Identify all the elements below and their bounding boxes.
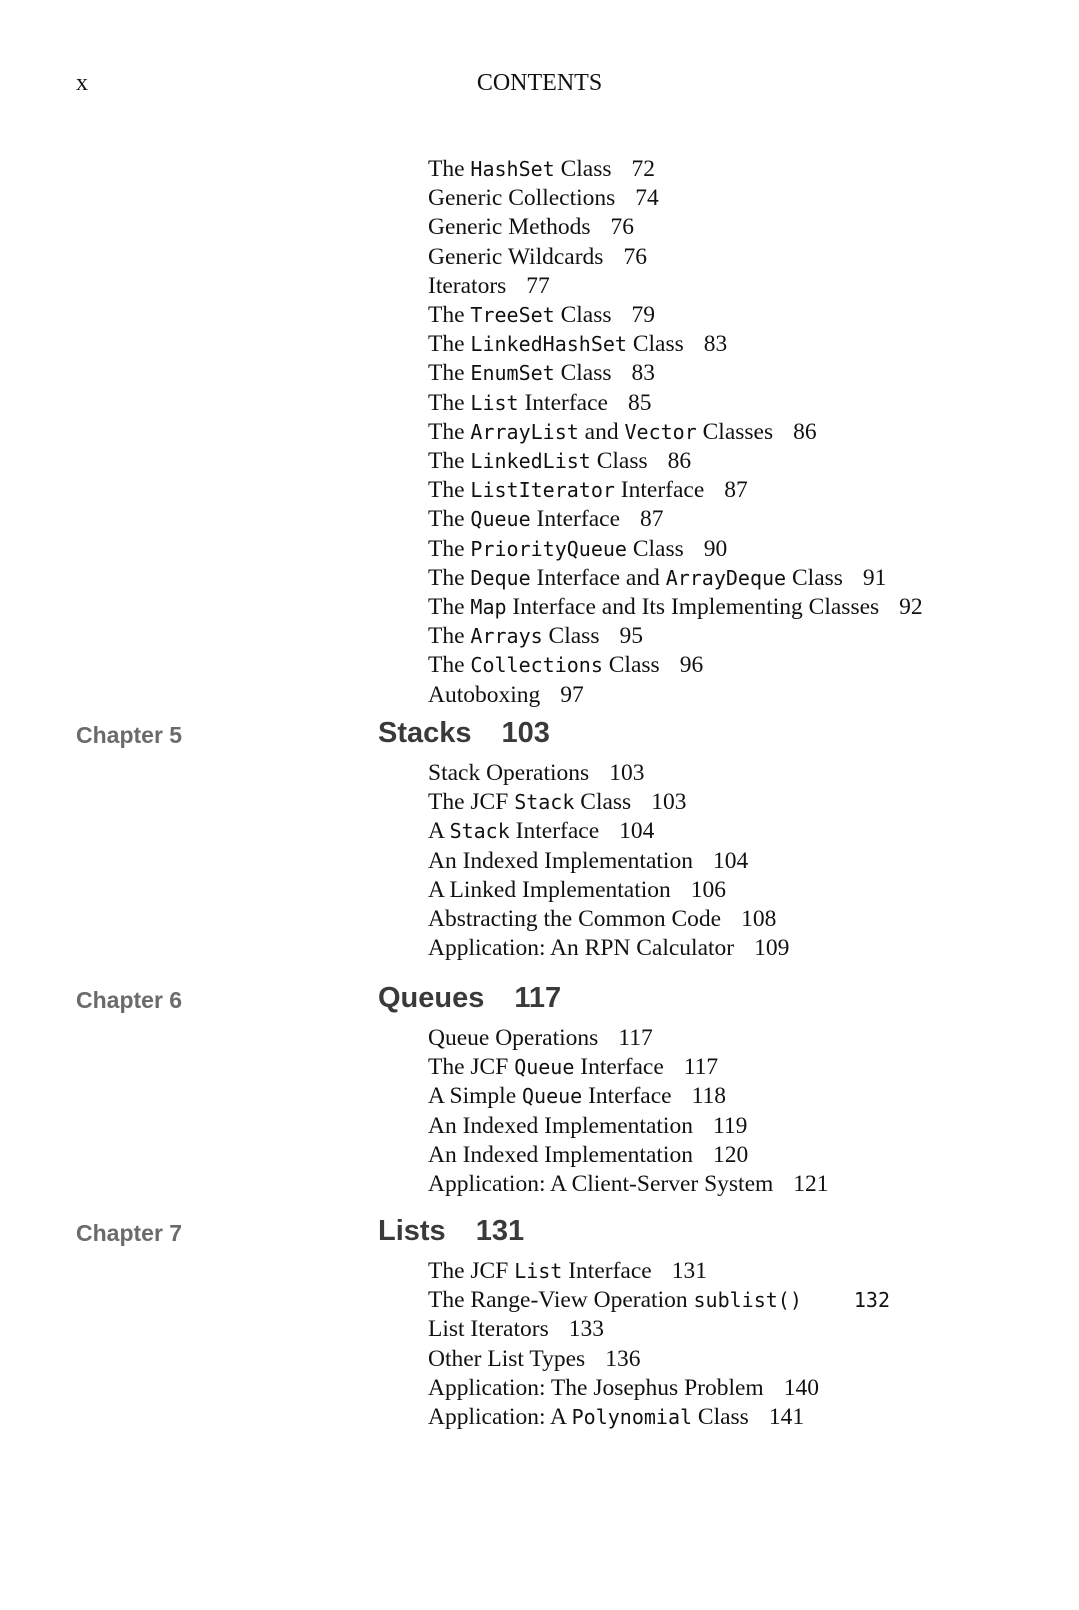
- entry-page-number: 136: [605, 1345, 641, 1372]
- toc-entry: [428, 1315, 890, 1344]
- entry-code-text: ArrayDeque: [665, 565, 787, 590]
- running-head-wrap: [0, 70, 1079, 97]
- entry-text: Generic Methods: [428, 214, 591, 241]
- entry-text: The JCF: [428, 1258, 515, 1284]
- entry-text: A: [428, 818, 450, 845]
- entry-text: Application: The Josephus Problem: [428, 1374, 764, 1401]
- entry-text: Interface and: [530, 564, 666, 591]
- entry-text: The: [428, 302, 471, 329]
- toc-entry: [428, 1374, 890, 1403]
- entry-text: A Simple: [428, 1083, 523, 1110]
- entry-page-number: 83: [631, 360, 656, 387]
- toc-entry: [428, 213, 923, 242]
- entry-code-text: LinkedHashSet: [470, 332, 627, 357]
- entry-text: Interface: [574, 1054, 664, 1081]
- entry-page-number: 117: [683, 1054, 719, 1081]
- entry-code-text: Map: [470, 595, 507, 620]
- toc-entry: [428, 876, 789, 905]
- toc-entry: [428, 535, 923, 564]
- entry-text: An Indexed Implementation: [428, 1112, 693, 1139]
- chapter-title: Queues: [378, 982, 485, 1014]
- entry-code-text: EnumSet: [470, 361, 555, 386]
- entry-page-number: 76: [610, 214, 634, 241]
- entry-text: The: [428, 448, 471, 475]
- toc-entry: [428, 593, 923, 622]
- toc-entry: [428, 1257, 890, 1286]
- entry-text: Generic Wildcards: [428, 243, 604, 270]
- toc-entry: [428, 1053, 829, 1082]
- chapter-heading: [378, 982, 561, 1015]
- entry-page-number: 103: [609, 760, 645, 786]
- entry-page-number: 85: [627, 389, 652, 416]
- entry-text: The: [428, 535, 471, 562]
- toc-entry: [428, 934, 789, 963]
- toc-entry: [428, 1112, 829, 1141]
- entry-text: The: [428, 564, 471, 591]
- entry-text: Class: [786, 564, 843, 591]
- entry-code-text: Queue: [514, 1055, 575, 1080]
- entry-text: The: [428, 594, 471, 621]
- entry-text: Class: [626, 535, 684, 562]
- entry-text: Interface: [562, 1258, 652, 1284]
- page-header: [0, 70, 1079, 104]
- entry-page-number: 103: [651, 789, 687, 816]
- entry-page-number: 104: [619, 818, 655, 845]
- toc-entry: [428, 759, 789, 788]
- toc-entry: [428, 817, 789, 846]
- entry-text: and: [578, 418, 625, 445]
- entry-text: Class: [626, 331, 684, 358]
- entry-page-number: 118: [691, 1083, 726, 1110]
- entry-text: The: [428, 331, 471, 358]
- entry-text: The: [428, 389, 471, 416]
- entry-code-text: Stack: [514, 790, 575, 815]
- toc-entry: [428, 301, 923, 330]
- entry-list: [428, 1257, 890, 1432]
- entry-code-text: List: [470, 390, 519, 415]
- entry-text: Stack Operations: [428, 760, 590, 786]
- entry-page-number: 92: [899, 594, 923, 621]
- entry-text: The: [428, 652, 471, 679]
- entry-text: Application: An RPN Calculator: [428, 935, 735, 962]
- entry-page-number: 120: [712, 1141, 749, 1168]
- entry-page-number: 77: [526, 272, 550, 299]
- chapter-label: Chapter 7: [76, 1220, 183, 1246]
- entry-text: Abstracting the Common Code: [428, 906, 722, 933]
- entry-text: Autoboxing: [428, 681, 541, 708]
- entry-text: A Linked Implementation: [428, 876, 671, 903]
- toc-entry: [428, 1082, 829, 1111]
- entry-code-text: sublist(): [693, 1288, 802, 1313]
- entry-list: [428, 155, 923, 710]
- toc-entry: [428, 330, 923, 359]
- entry-page-number: 96: [679, 652, 704, 679]
- entry-page-number: 90: [703, 535, 728, 562]
- entry-code-text: Polynomial: [571, 1405, 693, 1430]
- chapter-heading: [378, 1215, 524, 1248]
- entry-text: Interface: [614, 477, 705, 504]
- entry-code-text: LinkedList: [470, 449, 591, 474]
- chapter-title: Lists: [378, 1215, 446, 1247]
- entry-page-number: 79: [631, 302, 656, 329]
- toc-entry: [428, 1141, 829, 1170]
- entry-page-number: 76: [623, 243, 647, 270]
- entry-text: Class: [542, 623, 600, 650]
- entry-text: Iterators: [428, 272, 507, 299]
- entry-text: Application: A Client-Server System: [428, 1171, 774, 1198]
- toc-entry: [428, 1286, 890, 1315]
- entry-code-text: Deque: [470, 565, 531, 590]
- toc-entry: [428, 564, 923, 593]
- entry-page-number: 109: [754, 935, 790, 962]
- entry-text: Other List Types: [428, 1345, 586, 1372]
- toc-entry: [428, 1170, 829, 1199]
- entry-text: Interface: [509, 818, 600, 845]
- entry-text: Application: A: [428, 1404, 572, 1431]
- entry-text: List Iterators: [428, 1316, 549, 1343]
- toc-entry: [428, 447, 923, 476]
- entry-text: The JCF: [428, 1054, 515, 1081]
- running-head: CONTENTS: [476, 70, 603, 96]
- entry-text: Interface and Its Implementing Classes: [506, 594, 880, 621]
- entry-page-number: 117: [618, 1025, 653, 1051]
- chapter-title: Stacks: [378, 717, 472, 749]
- chapter-page-number: 103: [501, 717, 550, 749]
- toc-entry: [428, 651, 923, 680]
- entry-text: The JCF: [428, 789, 515, 816]
- entry-code-text: Queue: [470, 507, 531, 532]
- toc-entry: [428, 272, 923, 301]
- entry-text: The: [428, 506, 471, 533]
- toc-entry: [428, 505, 923, 534]
- toc-entry: [428, 155, 923, 184]
- entry-code-text: HashSet: [470, 157, 555, 181]
- entry-code-text: Stack: [449, 819, 510, 844]
- entry-page-number: 86: [793, 418, 817, 445]
- entry-page-number: 95: [619, 623, 643, 650]
- chapter-label: Chapter 5: [76, 722, 183, 748]
- entry-code-text: PriorityQueue: [470, 536, 627, 561]
- entry-code-text: Collections: [470, 653, 603, 678]
- toc-entry: [428, 905, 789, 934]
- entry-page-number: 141: [768, 1404, 805, 1431]
- entry-page-number: 132: [853, 1288, 890, 1313]
- entry-page-number: 83: [703, 331, 728, 358]
- page-number: x: [76, 70, 88, 96]
- entry-text: An Indexed Implementation: [428, 1141, 693, 1168]
- toc-entry: [428, 788, 789, 817]
- entry-text: The: [428, 156, 471, 182]
- entry-code-text: ListIterator: [470, 478, 615, 503]
- entry-text: Class: [554, 302, 612, 329]
- entry-page-number: 133: [568, 1316, 604, 1343]
- entry-code-text: Arrays: [470, 624, 543, 649]
- entry-page-number: 104: [712, 847, 749, 874]
- toc-entry: [428, 847, 789, 876]
- entry-page-number: 108: [741, 906, 777, 933]
- toc-entry: [428, 622, 923, 651]
- entry-text: Class: [574, 789, 632, 816]
- entry-page-number: 97: [560, 681, 584, 708]
- toc-entry: [428, 418, 923, 447]
- toc-entry: [428, 243, 923, 272]
- entry-text: The: [428, 418, 471, 445]
- entry-text: Classes: [696, 418, 774, 445]
- entry-page-number: 86: [667, 448, 692, 475]
- chapter-page-number: 131: [475, 1215, 525, 1247]
- entry-text: Queue Operations: [428, 1025, 599, 1051]
- entry-text: Interface: [530, 506, 620, 533]
- entry-text: Generic Collections: [428, 185, 616, 212]
- entry-code-text: ArrayList: [470, 419, 579, 444]
- entry-page-number: 72: [631, 156, 656, 182]
- entry-page-number: 106: [690, 876, 727, 903]
- toc-entry: [428, 1345, 890, 1374]
- chapter-label: Chapter 6: [76, 987, 183, 1013]
- toc-entry: [428, 681, 923, 710]
- toc-entry: [428, 1024, 829, 1053]
- entry-text: The: [428, 360, 471, 387]
- entry-text: The: [428, 623, 471, 650]
- chapter-heading: [378, 717, 550, 750]
- toc-entry: [428, 184, 923, 213]
- toc-entry: [428, 476, 923, 505]
- entry-text: The Range-View Operation: [428, 1287, 694, 1314]
- entry-page-number: 131: [671, 1258, 707, 1284]
- toc-entry: [428, 389, 923, 418]
- entry-code-text: TreeSet: [470, 303, 555, 328]
- entry-text: Interface: [518, 389, 608, 416]
- entry-page-number: 74: [635, 185, 659, 212]
- entry-text: The: [428, 477, 471, 504]
- entry-page-number: 87: [724, 477, 748, 504]
- entry-code-text: Vector: [624, 419, 697, 444]
- entry-text: An Indexed Implementation: [428, 847, 693, 874]
- entry-text: Interface: [582, 1083, 672, 1110]
- entry-page-number: 121: [793, 1171, 829, 1198]
- entry-page-number: 87: [640, 506, 664, 533]
- entry-list: [428, 759, 789, 963]
- toc-entry: [428, 359, 923, 388]
- entry-page-number: 91: [862, 564, 887, 591]
- entry-code-text: List: [514, 1259, 563, 1283]
- entry-page-number: 119: [712, 1112, 748, 1139]
- entry-text: Class: [590, 448, 648, 475]
- entry-text: Class: [602, 652, 660, 679]
- chapter-page-number: 117: [514, 982, 562, 1014]
- entry-page-number: 140: [783, 1374, 819, 1401]
- toc-entry: [428, 1403, 890, 1432]
- entry-text: Class: [554, 360, 612, 387]
- entry-list: [428, 1024, 829, 1199]
- entry-code-text: Queue: [522, 1084, 583, 1109]
- entry-text: Class: [692, 1404, 749, 1431]
- entry-text: Class: [554, 156, 612, 182]
